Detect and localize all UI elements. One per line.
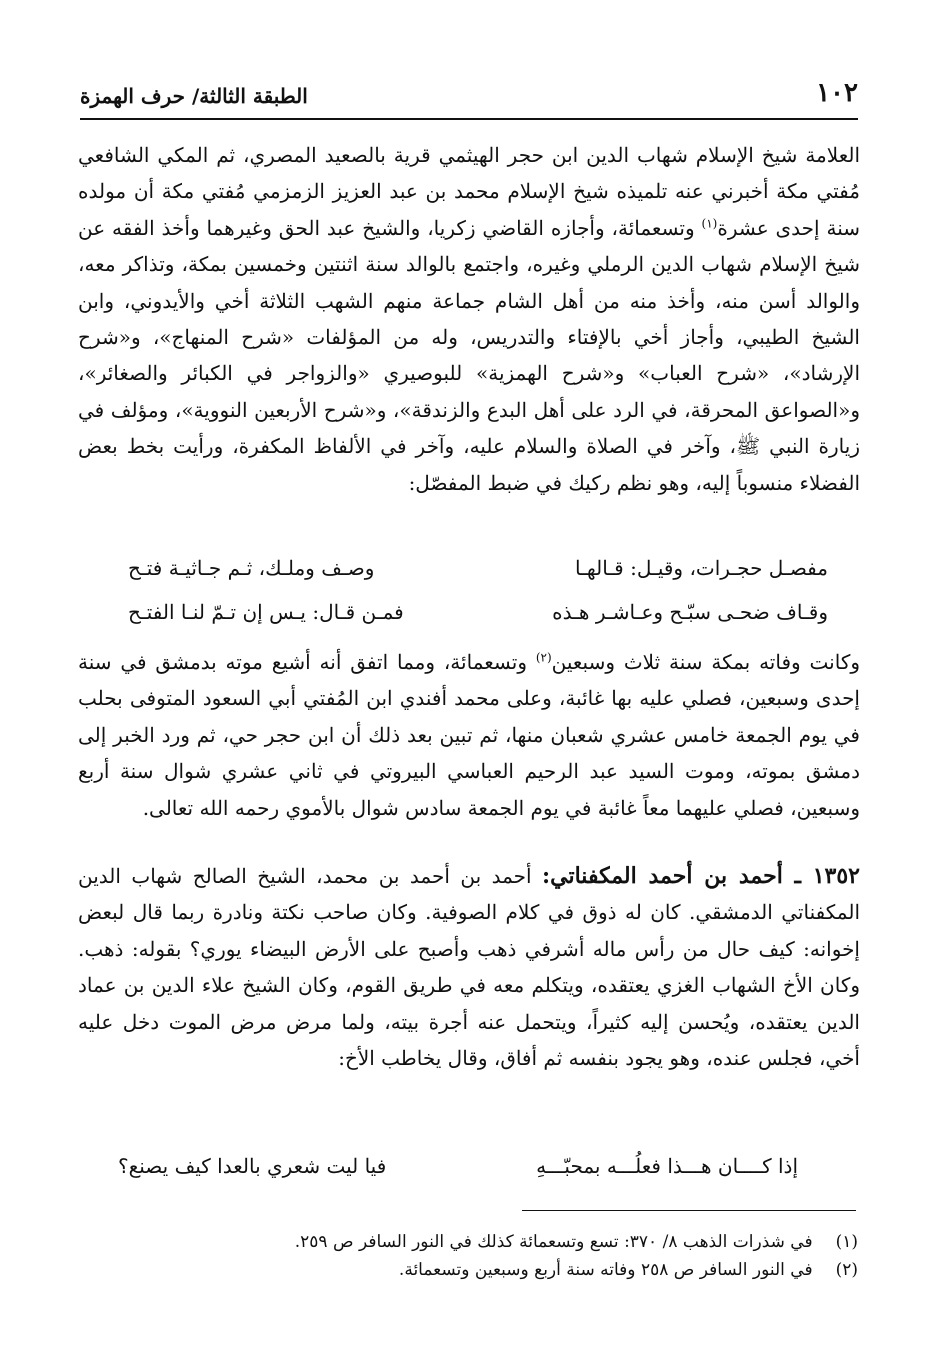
footnotes: [150, 1228, 858, 1284]
page-number: ١٠٢: [816, 78, 858, 108]
verse-first-hemistich: إذا كــــان هـــذا فعلُـــه بمحبّـــهِ: [536, 1154, 798, 1178]
verse-second-hemistich: فيا ليت شعري بالعدا كيف يصنع؟: [118, 1154, 387, 1178]
footnote-marker: (٢): [535, 650, 552, 665]
running-title: الطبقة الثالثة/ حرف الهمزة: [80, 84, 308, 108]
footnote: [150, 1228, 858, 1256]
verse-line: [118, 1154, 798, 1188]
paragraph-text: وكانت وفاته بمكة سنة ثلاث وسبعين: [551, 650, 861, 674]
footnote-number: (٢): [835, 1260, 858, 1280]
footnote-number: (١): [835, 1232, 858, 1252]
footnote-text: في النور السافر ص ٢٥٨ وفاته سنة أربع وسبعين وتسعمائة.: [398, 1260, 813, 1280]
paragraph-death: [78, 644, 860, 826]
verse-second-hemistich: فمـن قـال: يـس إن تـمّ لنـا الفتـح: [128, 600, 404, 624]
paragraph-ibn-hajar: [78, 137, 860, 501]
entry-heading: ١٣٥٢ ـ أحمد بن أحمد المكفناتي:: [542, 863, 860, 889]
verse-first-hemistich: وقـاف ضحـى سبّـح وعـاشـر هـذه: [552, 600, 828, 624]
page-header: [80, 74, 858, 120]
verse-first-hemistich: مفصـل حجـرات، وقيـل: قـالهـا: [574, 556, 828, 580]
entry-1352: [78, 858, 860, 1076]
paragraph-text: العلامة شيخ الإسلام شهاب الدين ابن حجر الهيثمي قرية بالصعيد المصري، ثم المكي الشافعي مُفتي مكة أخبرني عنه تلميذه شيخ الإسلام محمد بن عبد العزيز الزمزمي مُفتي مكة أن مولده سنة إحدى عشرة: [78, 143, 861, 240]
footnote-separator: [522, 1210, 856, 1211]
footnote: [150, 1256, 858, 1284]
paragraph-text: وتسعمائة، ومما اتفق أنه أشيع موته بدمشق في سنة إحدى وسبعين، فصلي عليه بها غائبة، وعلى محمد أفندي ابن المُفتي أبي السعود المتوفى بحلب في يوم الجمعة خامس عشري شعبان منها، ثم تبين بعد ذلك أن ابن حجر حي، ثم ورد الخبر إلى دمشق بموته، وموت السيد عبد الرحيم العباسي البيروتي في ثاني عشري شوال سنة أربع وسبعين، فصلي عليهما معاً غائبة في يوم الجمعة سادس شوال بالأموي رحمه الله تعالى.: [78, 650, 860, 820]
paragraph-text: أحمد بن أحمد بن محمد، الشيخ الصالح شهاب الدين المكفناتي الدمشقي. كان له ذوق في كلام الصوفية. وكان صاحب نكتة ونادرة ربما قال لبعض إخوانه: كيف حال من رأس ماله أشرفي ذهب وأصبح على الأرض البيضاء يوري؟ بقوله: ذهب. وكان الأخ الشهاب الغزي يعتقده، ويتكلم معه في طريق القوم، وكان الشيخ علاء الدين بن عماد الدين يعتقده، ويُحسن إليه كثيراً، ويتحمل عنه أجرة بيته، ولما مرض مرض الموت دخل عليه أخي، فجلس عنده، وهو يجود بنفسه ثم أفاق، وقال يخاطب الأخ:: [78, 864, 860, 1071]
verse-line: [128, 600, 828, 634]
footnote-marker: (١): [701, 216, 718, 231]
verse-second-hemistich: وصـف وملـك، ثـم جـاثيـة فتـح: [128, 556, 375, 580]
paragraph-text: وتسعمائة، وأجازه القاضي زكريا، والشيخ عبد الحق وغيرهما وأخذ الفقه عن شيخ الإسلام شهاب الدين الرملي وغيره، واجتمع بالوالد سنة اثنتين وخمسين بمكة، وتذاكر معه، والوالد أسن منه، وأخذ منه من أهل الشام جماعة منهم الشهب الثلاثة أخي والأيدوني، وابن الشيخ الطيبي، وأجاز أخي بالإفتاء والتدريس، وله من المؤلفات «شرح المنهاج»، و«شرح الإرشاد»، «شرح العباب» و«شرح الهمزية» للبوصيري «والزواجر في الكبائر والصغائر»، و«الصواعق المحرقة، في الرد على أهل البدع والزندقة»، و«شرح الأربعين النووية»، ومؤلف في زيارة النبي ﷺ، وآخر في الصلاة والسلام عليه، وآخر في الألفاظ المكفرة، ورأيت بخط بعض الفضلاء منسوباً إليه، وهو نظم ركيك في ضبط المفصّل:: [78, 215, 861, 495]
verse-line: [128, 556, 828, 590]
footnote-text: في شذرات الذهب ٨/ ٣٧٠: تسع وتسعمائة كذلك في النور السافر ص ٢٥٩.: [294, 1232, 813, 1252]
